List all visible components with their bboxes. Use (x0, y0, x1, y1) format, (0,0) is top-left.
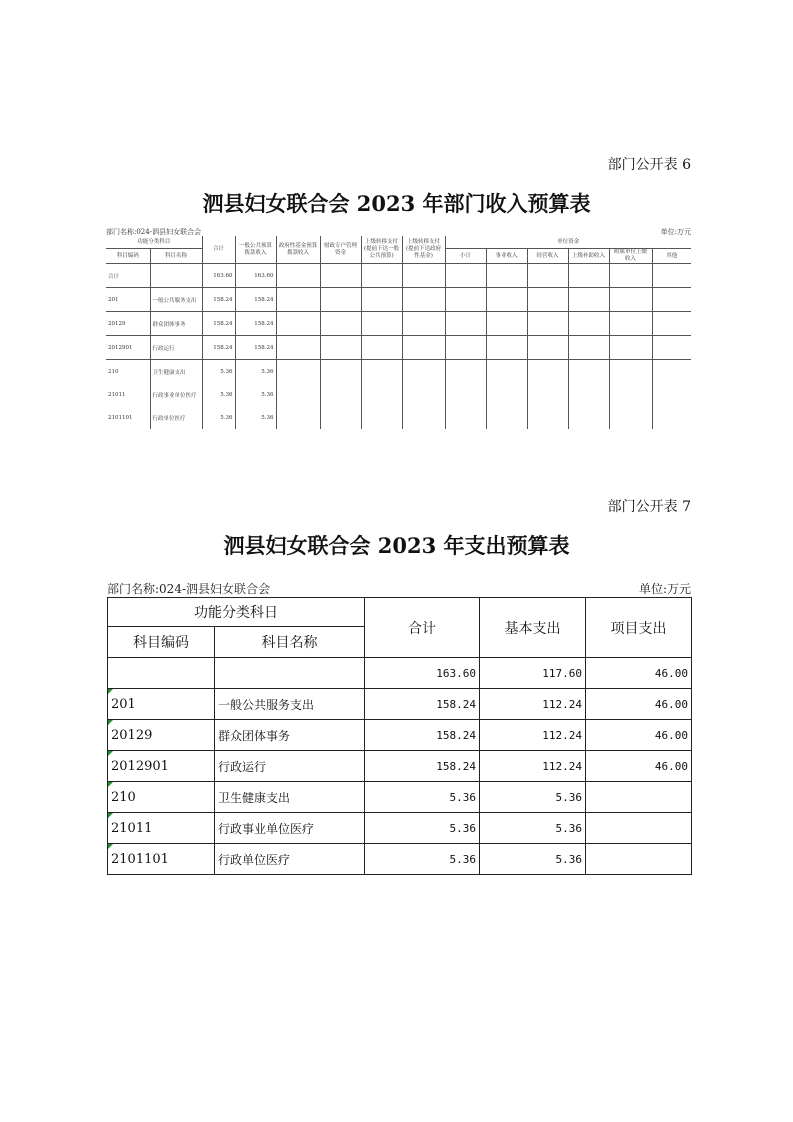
row-project: 46.00 (586, 751, 692, 782)
row-code: 210 (108, 782, 215, 813)
header-code: 科目编码 (108, 627, 215, 658)
row-empty-cell (652, 336, 691, 360)
row-code: 2101101 (108, 844, 215, 875)
table-row (108, 658, 692, 689)
header-total: 合计 (202, 236, 235, 264)
row-name: 群众团体事务 (150, 312, 202, 336)
row-empty-cell (445, 336, 486, 360)
row-empty-cell (652, 264, 691, 288)
row-empty-cell (445, 406, 486, 429)
row-name: 一般公共服务支出 (150, 288, 202, 312)
row-empty-cell (652, 360, 691, 384)
row-total: 158.24 (202, 288, 235, 312)
row-name (150, 264, 202, 288)
header-name: 科目名称 (215, 627, 365, 658)
row-code: 201 (108, 689, 215, 720)
row-empty-cell (320, 336, 361, 360)
row-general: 158.24 (235, 312, 276, 336)
header-operation: 经营收入 (527, 249, 568, 264)
row-project (586, 813, 692, 844)
row-empty-cell (609, 288, 652, 312)
row-empty-cell (527, 336, 568, 360)
row-code: 21011 (108, 813, 215, 844)
row-empty-cell (527, 383, 568, 406)
row-code: 201 (106, 288, 150, 312)
row-empty-cell (276, 264, 320, 288)
row-empty-cell (527, 406, 568, 429)
row-empty-cell (276, 336, 320, 360)
row-empty-cell (486, 264, 527, 288)
row-empty-cell (320, 406, 361, 429)
row-empty-cell (652, 288, 691, 312)
row-empty-cell (445, 383, 486, 406)
row-code: 2101101 (108, 414, 133, 421)
row-basic: 5.36 (480, 782, 586, 813)
header-affiliated: 附属单位上缴收入 (609, 249, 652, 264)
row-empty-cell (609, 360, 652, 384)
row-name: 一般公共服务支出 (215, 689, 365, 720)
row-code: 21011 (108, 391, 126, 398)
table6-title: 泗县妇女联合会 2023 年部门收入预算表 (202, 191, 591, 216)
row-total: 163.60 (202, 264, 235, 288)
table-row (106, 383, 691, 406)
header-unit-funds: 单位资金 (445, 236, 691, 249)
table7-dept: 部门名称:024-泗县妇女联合会 (107, 582, 271, 596)
row-general: 163.60 (235, 264, 276, 288)
row-empty-cell (402, 406, 445, 429)
row-empty-cell (527, 288, 568, 312)
row-total: 5.36 (365, 844, 480, 875)
header-code: 科目编码 (106, 249, 150, 264)
row-empty-cell (402, 336, 445, 360)
row-name: 卫生健康支出 (150, 360, 202, 384)
row-name (215, 658, 365, 689)
row-general: 5.36 (235, 360, 276, 384)
table7-title: 泗县妇女联合会 2023 年支出预算表 (223, 533, 570, 558)
row-empty-cell (568, 288, 609, 312)
row-total: 158.24 (202, 336, 235, 360)
table-row (106, 312, 691, 336)
table7-tag: 部门公开表 7 (607, 499, 691, 515)
row-code: 合计 (106, 264, 150, 288)
row-empty-cell (568, 360, 609, 384)
row-empty-cell (486, 312, 527, 336)
table-row (108, 813, 692, 844)
row-empty-cell (445, 360, 486, 384)
row-code: 2012901 (106, 336, 150, 360)
row-empty-cell (609, 383, 652, 406)
row-basic: 117.60 (480, 658, 586, 689)
row-code: 20129 (108, 720, 215, 751)
header-basic: 基本支出 (480, 598, 586, 658)
row-empty-cell (486, 383, 527, 406)
row-empty-cell (276, 312, 320, 336)
header-career: 事业收入 (486, 249, 527, 264)
table-row (108, 751, 692, 782)
header-subtotal: 小计 (445, 249, 486, 264)
row-empty-cell (527, 360, 568, 384)
row-empty-cell (361, 336, 402, 360)
row-empty-cell (486, 336, 527, 360)
row-name: 行政事业单位医疗 (150, 383, 202, 406)
row-project (586, 844, 692, 875)
table7-unit: 单位:万元 (638, 582, 691, 596)
row-total: 5.36 (365, 813, 480, 844)
table-row (106, 264, 691, 288)
row-empty-cell (445, 312, 486, 336)
table-row (108, 689, 692, 720)
header-other: 其他 (652, 249, 691, 264)
row-code (108, 658, 215, 689)
row-empty-cell (445, 288, 486, 312)
row-empty-cell (402, 383, 445, 406)
row-name: 卫生健康支出 (215, 782, 365, 813)
row-basic: 5.36 (480, 844, 586, 875)
header-special-fund: 财政专户管理资金 (320, 236, 361, 264)
header-project: 项目支出 (586, 598, 692, 658)
row-name: 群众团体事务 (215, 720, 365, 751)
header-upper-subsidy: 上级转移支付(提前下达一般公共预算) (361, 236, 402, 264)
header-name: 科目名称 (150, 249, 202, 264)
row-empty-cell (402, 312, 445, 336)
row-general: 5.36 (235, 383, 276, 406)
row-empty-cell (276, 406, 320, 429)
table-row (106, 406, 691, 429)
table-row (106, 336, 691, 360)
header-func-group: 功能分类科目 (106, 236, 202, 249)
row-empty-cell (609, 336, 652, 360)
header-total: 合计 (365, 598, 480, 658)
row-empty-cell (320, 360, 361, 384)
row-empty-cell (320, 312, 361, 336)
row-empty-cell (361, 406, 402, 429)
row-code: 210 (108, 368, 119, 375)
row-empty-cell (320, 383, 361, 406)
table6-tag: 部门公开表 6 (607, 157, 691, 173)
row-empty-cell (361, 360, 402, 384)
row-empty-cell (486, 360, 527, 384)
row-empty-cell (402, 264, 445, 288)
row-empty-cell (276, 360, 320, 384)
table-row (108, 782, 692, 813)
row-empty-cell (609, 264, 652, 288)
row-empty-cell (486, 406, 527, 429)
header-general-budget: 一般公共预算拨款收入 (235, 236, 276, 264)
row-empty-cell (568, 312, 609, 336)
header-upper-fund: 上级转移支付(提前下达政府性基金) (402, 236, 445, 264)
row-empty-cell (527, 264, 568, 288)
row-total: 158.24 (365, 720, 480, 751)
row-empty-cell (609, 406, 652, 429)
row-code: 2012901 (108, 751, 215, 782)
row-code: 20129 (106, 312, 150, 336)
row-empty-cell (609, 312, 652, 336)
row-basic: 112.24 (480, 720, 586, 751)
table-row (106, 360, 691, 384)
row-project (586, 782, 692, 813)
row-total: 158.24 (365, 751, 480, 782)
row-total: 5.36 (365, 782, 480, 813)
header-fund-budget: 政府性基金预算拨款收入 (276, 236, 320, 264)
row-total: 5.36 (202, 360, 235, 384)
row-project: 46.00 (586, 689, 692, 720)
row-project: 46.00 (586, 720, 692, 751)
row-name: 行政单位医疗 (215, 844, 365, 875)
row-total: 158.24 (202, 312, 235, 336)
row-empty-cell (652, 406, 691, 429)
row-name: 行政运行 (215, 751, 365, 782)
row-general: 158.24 (235, 336, 276, 360)
row-total: 158.24 (365, 689, 480, 720)
row-empty-cell (568, 336, 609, 360)
row-empty-cell (361, 264, 402, 288)
row-name: 行政单位医疗 (150, 406, 202, 429)
row-empty-cell (652, 383, 691, 406)
header-func-group: 功能分类科日 (108, 598, 365, 627)
row-empty-cell (568, 264, 609, 288)
table-row (108, 720, 692, 751)
row-basic: 5.36 (480, 813, 586, 844)
table-row (108, 844, 692, 875)
row-project: 46.00 (586, 658, 692, 689)
table6-dept: 部门名称:024-泗县妇女联合会 (106, 228, 202, 236)
row-empty-cell (568, 406, 609, 429)
row-empty-cell (652, 312, 691, 336)
row-general: 5.36 (235, 406, 276, 429)
row-empty-cell (361, 383, 402, 406)
row-name: 行政事业单位医疗 (215, 813, 365, 844)
row-basic: 112.24 (480, 689, 586, 720)
row-empty-cell (445, 264, 486, 288)
row-empty-cell (402, 288, 445, 312)
row-empty-cell (361, 288, 402, 312)
row-empty-cell (276, 288, 320, 312)
row-empty-cell (361, 312, 402, 336)
row-total: 163.60 (365, 658, 480, 689)
row-total: 5.36 (202, 406, 235, 429)
row-name: 行政运行 (150, 336, 202, 360)
expenditure-budget-table (107, 597, 692, 875)
row-basic: 112.24 (480, 751, 586, 782)
row-total: 5.36 (202, 383, 235, 406)
row-empty-cell (402, 360, 445, 384)
header-upper-grant: 上级补助收入 (568, 249, 609, 264)
table6-unit: 单位:万元 (660, 228, 691, 236)
row-empty-cell (276, 383, 320, 406)
row-empty-cell (486, 288, 527, 312)
row-empty-cell (320, 288, 361, 312)
row-general: 158.24 (235, 288, 276, 312)
table-row (106, 288, 691, 312)
income-budget-table (106, 236, 691, 429)
row-empty-cell (568, 383, 609, 406)
row-empty-cell (320, 264, 361, 288)
row-empty-cell (527, 312, 568, 336)
